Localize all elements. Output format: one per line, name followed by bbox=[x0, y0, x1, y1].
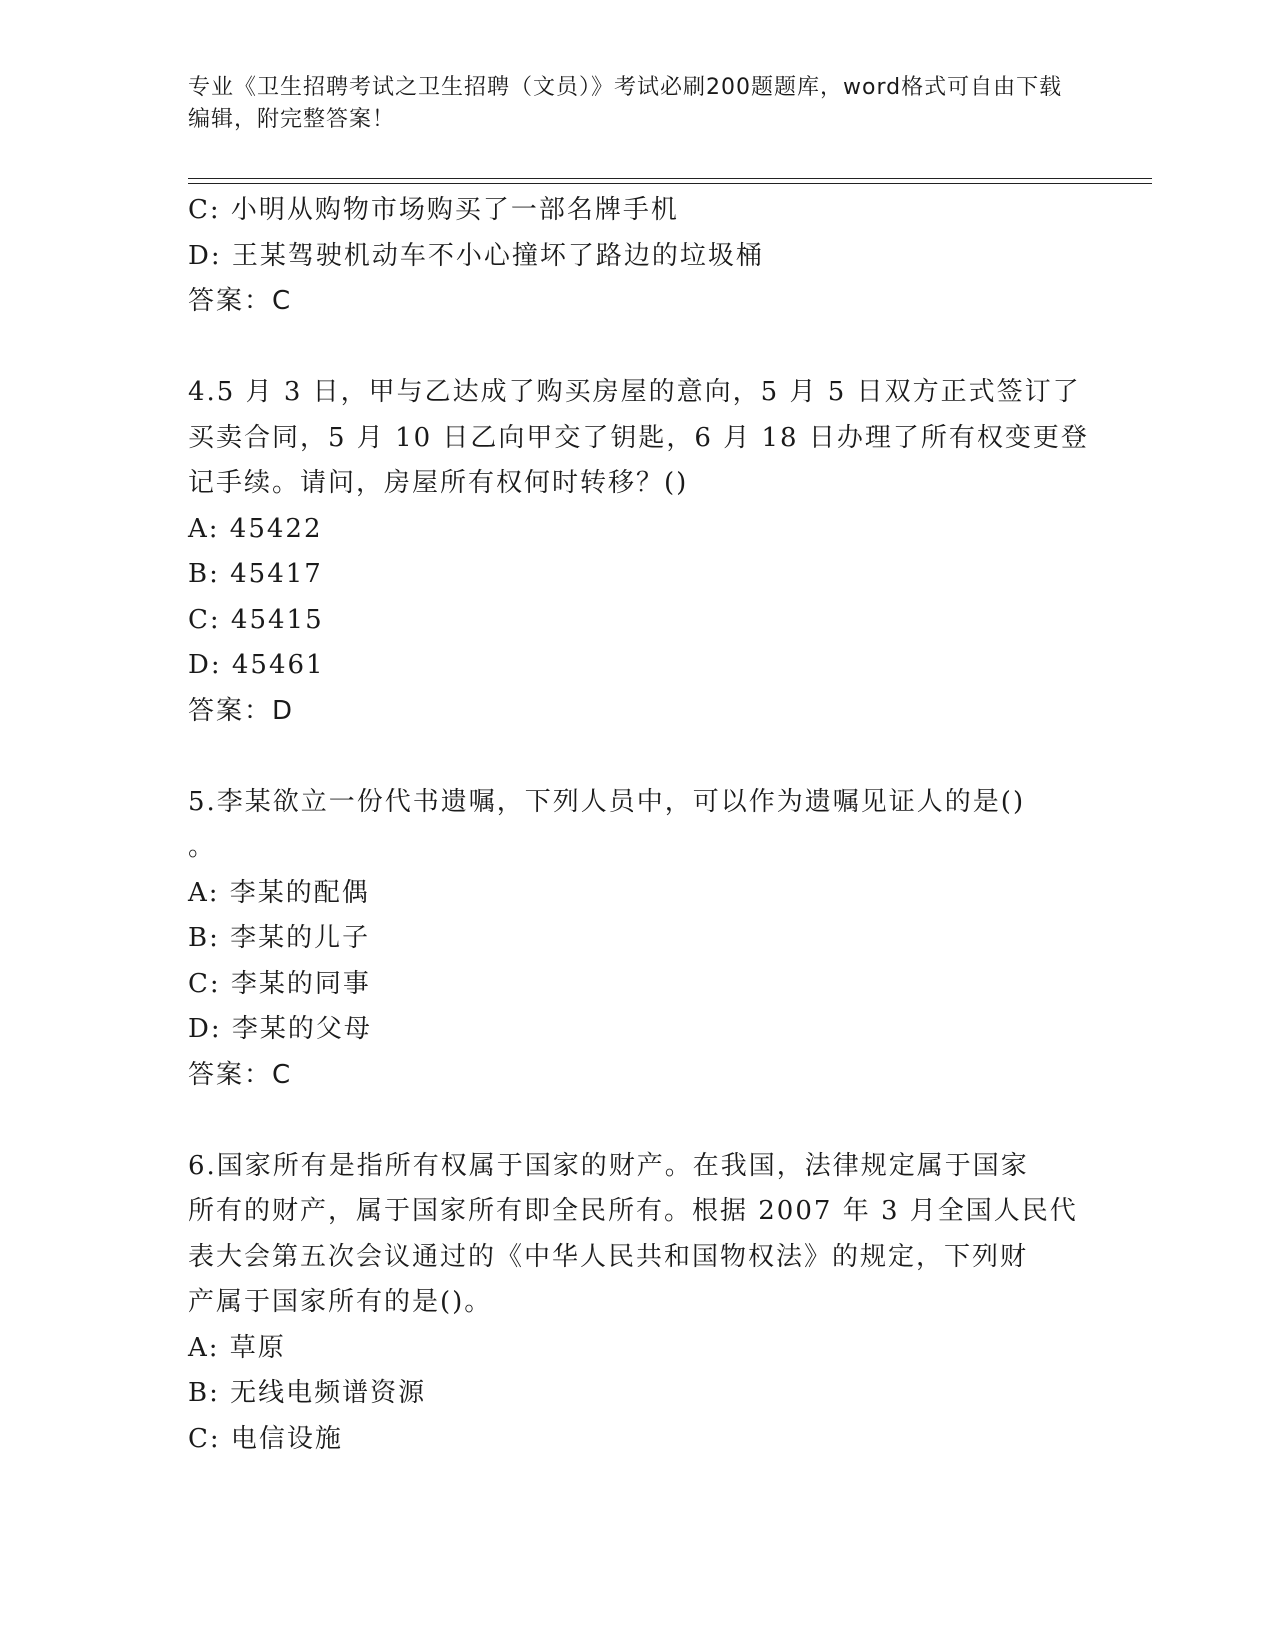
option-d: D: 李某的父母 bbox=[188, 1014, 372, 1044]
answer-line: 答案：C bbox=[188, 286, 293, 316]
question-text-line: 产属于国家所有的是()。 bbox=[188, 1287, 493, 1317]
answer-line: 答案：C bbox=[188, 1059, 293, 1090]
header-rule-bottom bbox=[188, 183, 1152, 184]
document-body bbox=[188, 188, 1089, 1462]
question-4 bbox=[188, 370, 1089, 734]
spacer bbox=[188, 1098, 1078, 1144]
header-title: 专业《卫生招聘考试之卫生招聘（文员）》考试必刷200题题库，word格式可自由下载编辑，附完整答案！ bbox=[188, 75, 1063, 132]
question-text-line: 4.5 月 3 日，甲与乙达成了购买房屋的意向，5 月 5 日双方正式签订了 bbox=[188, 377, 1081, 407]
option-d: D: 45461 bbox=[188, 650, 325, 680]
option-c: C: 李某的同事 bbox=[188, 968, 371, 999]
question-text-line: 记手续。请问，房屋所有权何时转移？() bbox=[188, 468, 689, 498]
question-6 bbox=[188, 1144, 1078, 1463]
spacer bbox=[188, 734, 1078, 780]
question-text-line: 5.李某欲立一份代书遗嘱，下列人员中，可以作为遗嘱见证人的是() bbox=[188, 786, 1026, 817]
document-header bbox=[188, 72, 1068, 136]
question-5 bbox=[188, 780, 1078, 1099]
question-text-line: 买卖合同，5 月 10 日乙向甲交了钥匙，6 月 18 日办理了所有权变更登 bbox=[188, 422, 1089, 453]
option-b: B: 无线电频谱资源 bbox=[188, 1378, 427, 1408]
question-fragment bbox=[188, 188, 1078, 325]
option-c: C: 电信设施 bbox=[188, 1423, 343, 1454]
question-text-line: 。 bbox=[188, 832, 217, 862]
spacer bbox=[188, 325, 1078, 371]
option-d: D: 王某驾驶机动车不小心撞坏了路边的垃圾桶 bbox=[188, 240, 764, 271]
option-c: C: 45415 bbox=[188, 604, 324, 635]
question-text-line: 所有的财产，属于国家所有即全民所有。根据 2007 年 3 月全国人民代 bbox=[188, 1196, 1078, 1226]
option-a: A: 45422 bbox=[188, 513, 323, 544]
option-a: A: 李某的配偶 bbox=[188, 877, 370, 908]
question-text-line: 表大会第五次会议通过的《中华人民共和国物权法》的规定，下列财 bbox=[188, 1241, 1029, 1272]
option-b: B: 李某的儿子 bbox=[188, 923, 371, 953]
option-a: A: 草原 bbox=[188, 1332, 286, 1363]
header-rule-top bbox=[188, 178, 1152, 179]
question-text-line: 6.国家所有是指所有权属于国家的财产。在我国，法律规定属于国家 bbox=[188, 1150, 1029, 1181]
answer-line: 答案：D bbox=[188, 695, 295, 726]
option-b: B: 45417 bbox=[188, 559, 323, 589]
option-c: C: 小明从购物市场购买了一部名牌手机 bbox=[188, 195, 679, 225]
